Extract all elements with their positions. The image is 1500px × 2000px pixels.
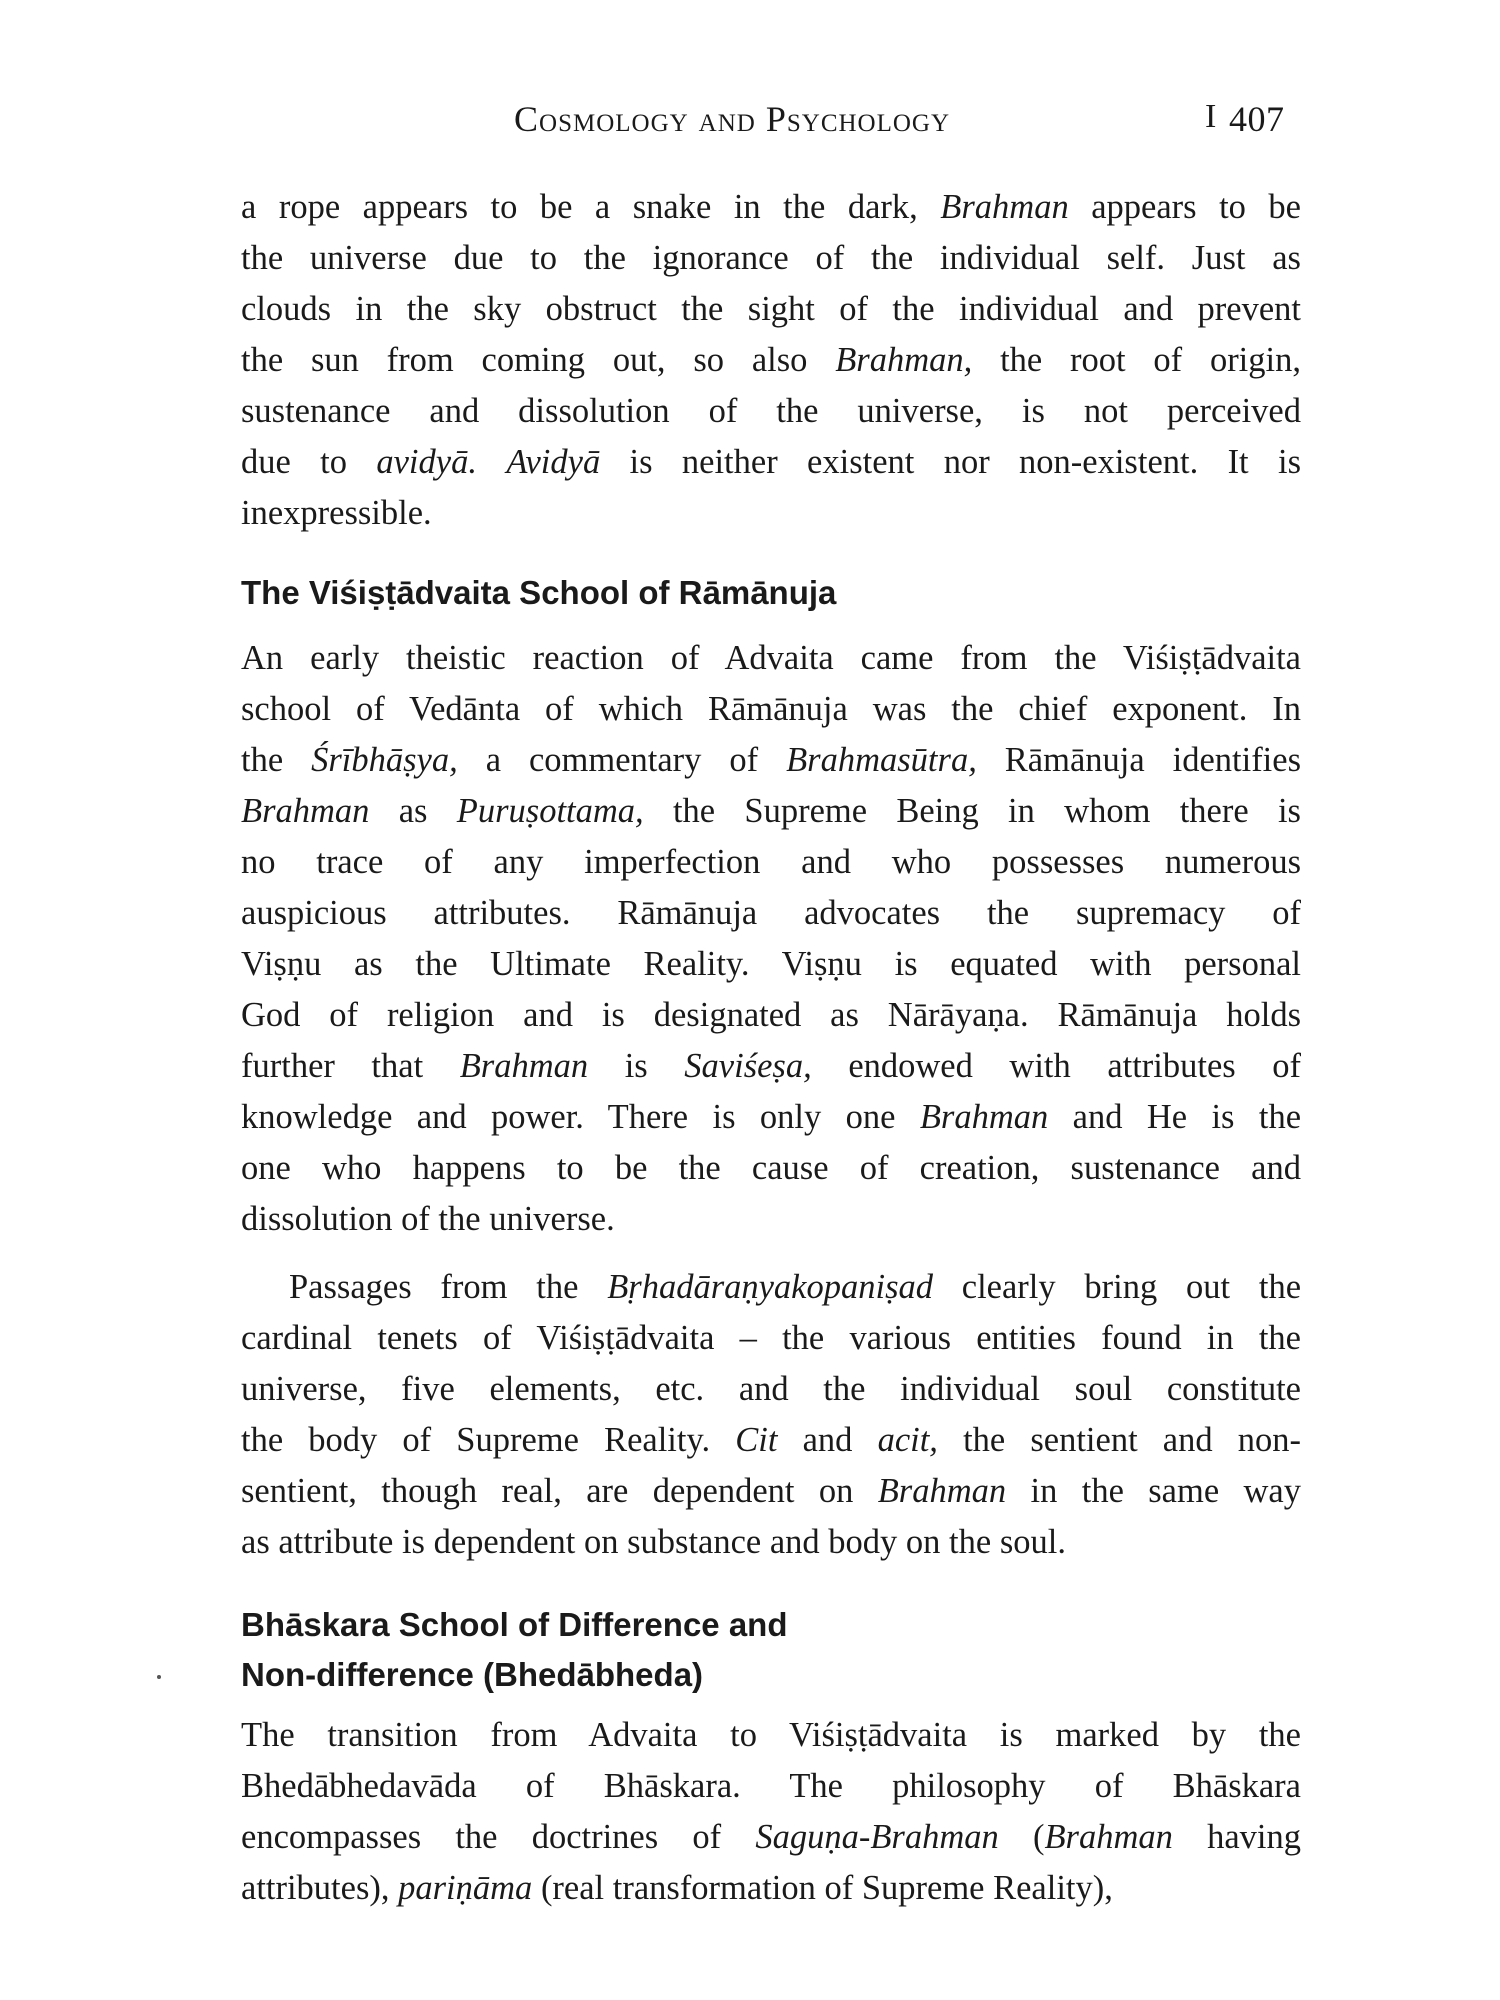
italic-term: Brahman bbox=[919, 1098, 1049, 1136]
italic-term: Puruṣottama, bbox=[456, 792, 644, 830]
section-heading-bhaskara bbox=[241, 1600, 1301, 1700]
text-line: as attribute is dependent on substance and body on the soul. bbox=[241, 1523, 1066, 1561]
running-head-title: Cosmology and Psychology bbox=[514, 99, 951, 139]
text-line: further that Brahman is Saviśeṣa, endowed with attributes of bbox=[241, 1047, 1301, 1085]
text-line: dissolution of the universe. bbox=[241, 1200, 615, 1238]
italic-term: Cit bbox=[735, 1421, 778, 1459]
section-heading-bhaskara-line-2: Non-difference (Bhedābheda) bbox=[241, 1656, 704, 1693]
paragraph-2 bbox=[241, 633, 1301, 1245]
text-line: encompasses the doctrines of Saguṇa-Brahman (Brahman having bbox=[241, 1818, 1301, 1856]
margin-mark bbox=[157, 1675, 161, 1679]
text-line: Viṣṇu as the Ultimate Reality. Viṣṇu is equated with personal bbox=[241, 945, 1301, 983]
section-heading-visistadvaita: The Viśiṣṭādvaita School of Rāmānuja bbox=[241, 574, 837, 611]
paragraph-3 bbox=[241, 1262, 1301, 1568]
text-line: due to avidyā. Avidyā is neither existent nor non-existent. It is bbox=[241, 443, 1302, 481]
running-head-separator: I bbox=[1205, 98, 1217, 135]
italic-term: Avidyā bbox=[506, 443, 601, 481]
italic-term: acit, bbox=[877, 1421, 938, 1459]
text-line: inexpressible. bbox=[241, 494, 432, 532]
italic-term: Saguṇa-Brahman bbox=[755, 1818, 999, 1856]
paragraph-4 bbox=[241, 1710, 1301, 1914]
text-line: sentient, though real, are dependent on Brahman in the same way bbox=[241, 1472, 1301, 1510]
italic-term: Brahman, bbox=[835, 341, 973, 379]
italic-term: Bṛhadāraṇyakopaniṣad bbox=[607, 1268, 934, 1306]
text-line: the body of Supreme Reality. Cit and acit, the sentient and non- bbox=[241, 1421, 1301, 1459]
text-line: Brahman as Puruṣottama, the Supreme Being in whom there is bbox=[241, 792, 1301, 830]
text-line: sustenance and dissolution of the universe, is not perceived bbox=[241, 392, 1301, 430]
italic-term: Śrībhāṣya, bbox=[311, 741, 458, 779]
paragraph-1 bbox=[241, 182, 1301, 539]
text-line: Passages from the Bṛhadāraṇyakopaniṣad clearly bring out the bbox=[289, 1268, 1302, 1306]
text-line: the universe due to the ignorance of the individual self. Just as bbox=[241, 239, 1301, 277]
italic-term: Brahmasūtra, bbox=[786, 741, 977, 779]
text-line: knowledge and power. There is only one Brahman and He is the bbox=[241, 1098, 1302, 1136]
section-heading-bhaskara-line-1: Bhāskara School of Difference and bbox=[241, 1606, 788, 1643]
text-line: cardinal tenets of Viśiṣṭādvaita – the various entities found in the bbox=[241, 1319, 1301, 1357]
text-line: attributes), pariṇāma (real transformation of Supreme Reality), bbox=[241, 1869, 1113, 1907]
italic-term: Brahman bbox=[459, 1047, 589, 1085]
italic-term: avidyā. bbox=[376, 443, 477, 481]
text-line: the Śrībhāṣya, a commentary of Brahmasūtra, Rāmānuja identifies bbox=[241, 741, 1302, 779]
text-line: the sun from coming out, so also Brahman, the root of origin, bbox=[241, 341, 1301, 379]
italic-term: Brahman bbox=[241, 792, 370, 830]
text-line: Bhedābhedavāda of Bhāskara. The philosophy of Bhāskara bbox=[241, 1767, 1301, 1805]
text-line: no trace of any imperfection and who possesses numerous bbox=[241, 843, 1301, 881]
italic-term: Saviśeṣa, bbox=[684, 1047, 812, 1085]
text-line: The transition from Advaita to Viśiṣṭādvaita is marked by the bbox=[241, 1716, 1301, 1754]
italic-term: Brahman bbox=[877, 1472, 1007, 1510]
text-line: auspicious attributes. Rāmānuja advocates the supremacy of bbox=[241, 894, 1301, 932]
text-line: An early theistic reaction of Advaita came from the Viśiṣṭādvaita bbox=[241, 639, 1301, 677]
text-line: one who happens to be the cause of creation, sustenance and bbox=[241, 1149, 1301, 1187]
italic-term: Brahman bbox=[940, 188, 1069, 226]
text-line: God of religion and is designated as Nārāyaṇa. Rāmānuja holds bbox=[241, 996, 1301, 1034]
book-page bbox=[241, 0, 1301, 2000]
text-line: universe, five elements, etc. and the individual soul constitute bbox=[241, 1370, 1301, 1408]
italic-term: Brahman bbox=[1044, 1818, 1173, 1856]
text-line: school of Vedānta of which Rāmānuja was the chief exponent. In bbox=[241, 690, 1301, 728]
page-number: 407 bbox=[1229, 99, 1285, 139]
text-line: a rope appears to be a snake in the dark, Brahman appears to be bbox=[241, 188, 1301, 226]
text-line: clouds in the sky obstruct the sight of the individual and prevent bbox=[241, 290, 1301, 328]
italic-term: pariṇāma bbox=[398, 1869, 533, 1907]
running-head bbox=[241, 98, 1301, 148]
